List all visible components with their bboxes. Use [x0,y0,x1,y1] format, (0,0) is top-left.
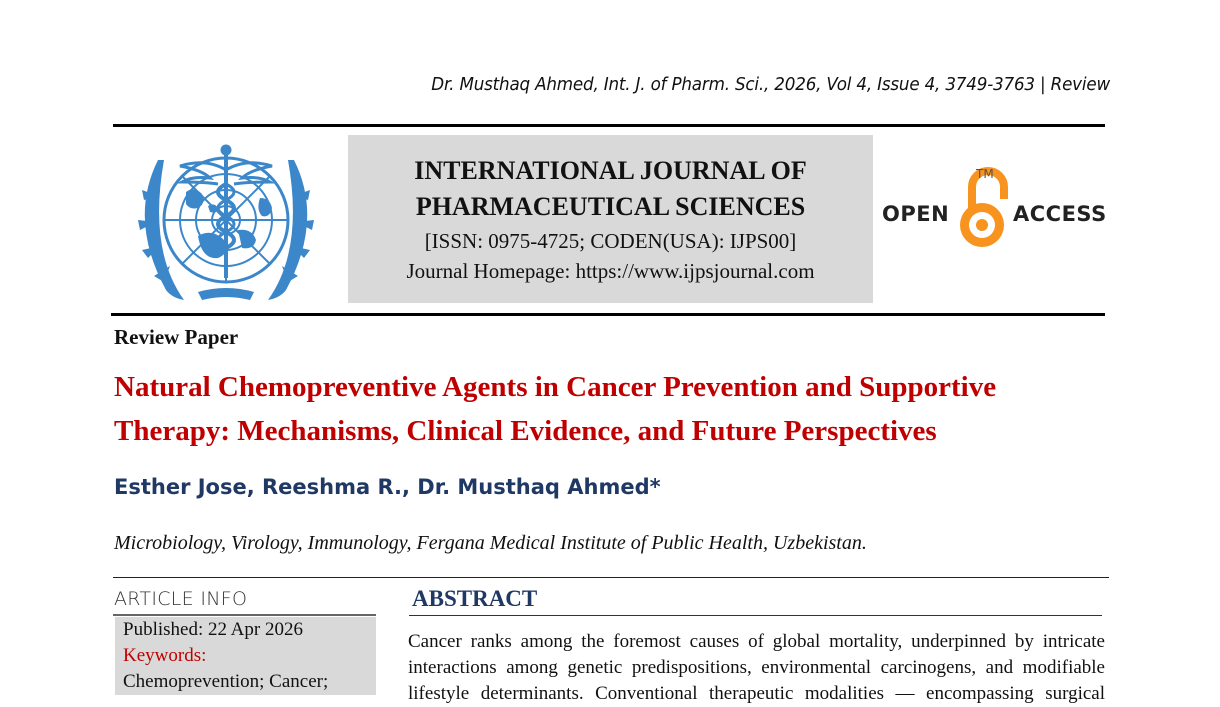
open-access-open-label: OPEN [882,202,950,226]
section-divider [113,577,1109,578]
open-access-access-label: ACCESS [1013,202,1107,226]
published-date: Published: 22 Apr 2026 [123,619,303,640]
journal-issn: [ISSN: 0975-4725; CODEN(USA): IJPS00] [424,229,797,253]
journal-title-line1: INTERNATIONAL JOURNAL OF [414,156,807,185]
journal-emblem-icon [128,140,324,306]
abstract-rule [409,615,1102,616]
article-info-heading: ARTICLE INFO [114,588,248,610]
paper-title [114,365,1114,453]
masthead-bottom-rule [111,313,1105,316]
article-type-label: Review Paper [114,325,239,349]
open-access-logo [880,165,1110,255]
journal-title-line2: PHARMACEUTICAL SCIENCES [415,192,806,221]
abstract-line: Cancer ranks among the foremost causes of global mortality, underpinned by intricate [408,631,1105,652]
abstract-heading: ABSTRACT [412,586,538,611]
author-list: Esther Jose, Reeshma R., Dr. Musthaq Ahmed* [114,475,661,499]
keywords-label: Keywords: [123,645,207,666]
article-info-rule [113,614,376,616]
keywords-list: Chemoprevention; Cancer; [123,671,329,692]
running-header: Dr. Musthaq Ahmed, Int. J. of Pharm. Sci., 2026, Vol 4, Issue 4, 3749-3763 | Review [431,74,1110,95]
abstract-body [408,629,1105,707]
article-info-box [115,617,376,695]
journal-masthead-box [348,135,873,303]
paper-title-line2: Therapy: Mechanisms, Clinical Evidence, and Future Perspectives [114,415,937,447]
abstract-line: interactions among genetic predispositions, environmental carcinogens, and modifiable [408,657,1105,678]
trademark-symbol: TM [976,167,994,181]
abstract-line: lifestyle determinants. Conventional therapeutic modalities — encompassing surgical [408,683,1105,704]
author-affiliation: Microbiology, Virology, Immunology, Fergana Medical Institute of Public Health, Uzbekistan. [114,532,867,554]
masthead-top-rule [113,124,1105,127]
journal-homepage: Journal Homepage: https://www.ijpsjournal.com [406,259,815,283]
paper-title-line1: Natural Chemopreventive Agents in Cancer Prevention and Supportive [114,371,997,403]
